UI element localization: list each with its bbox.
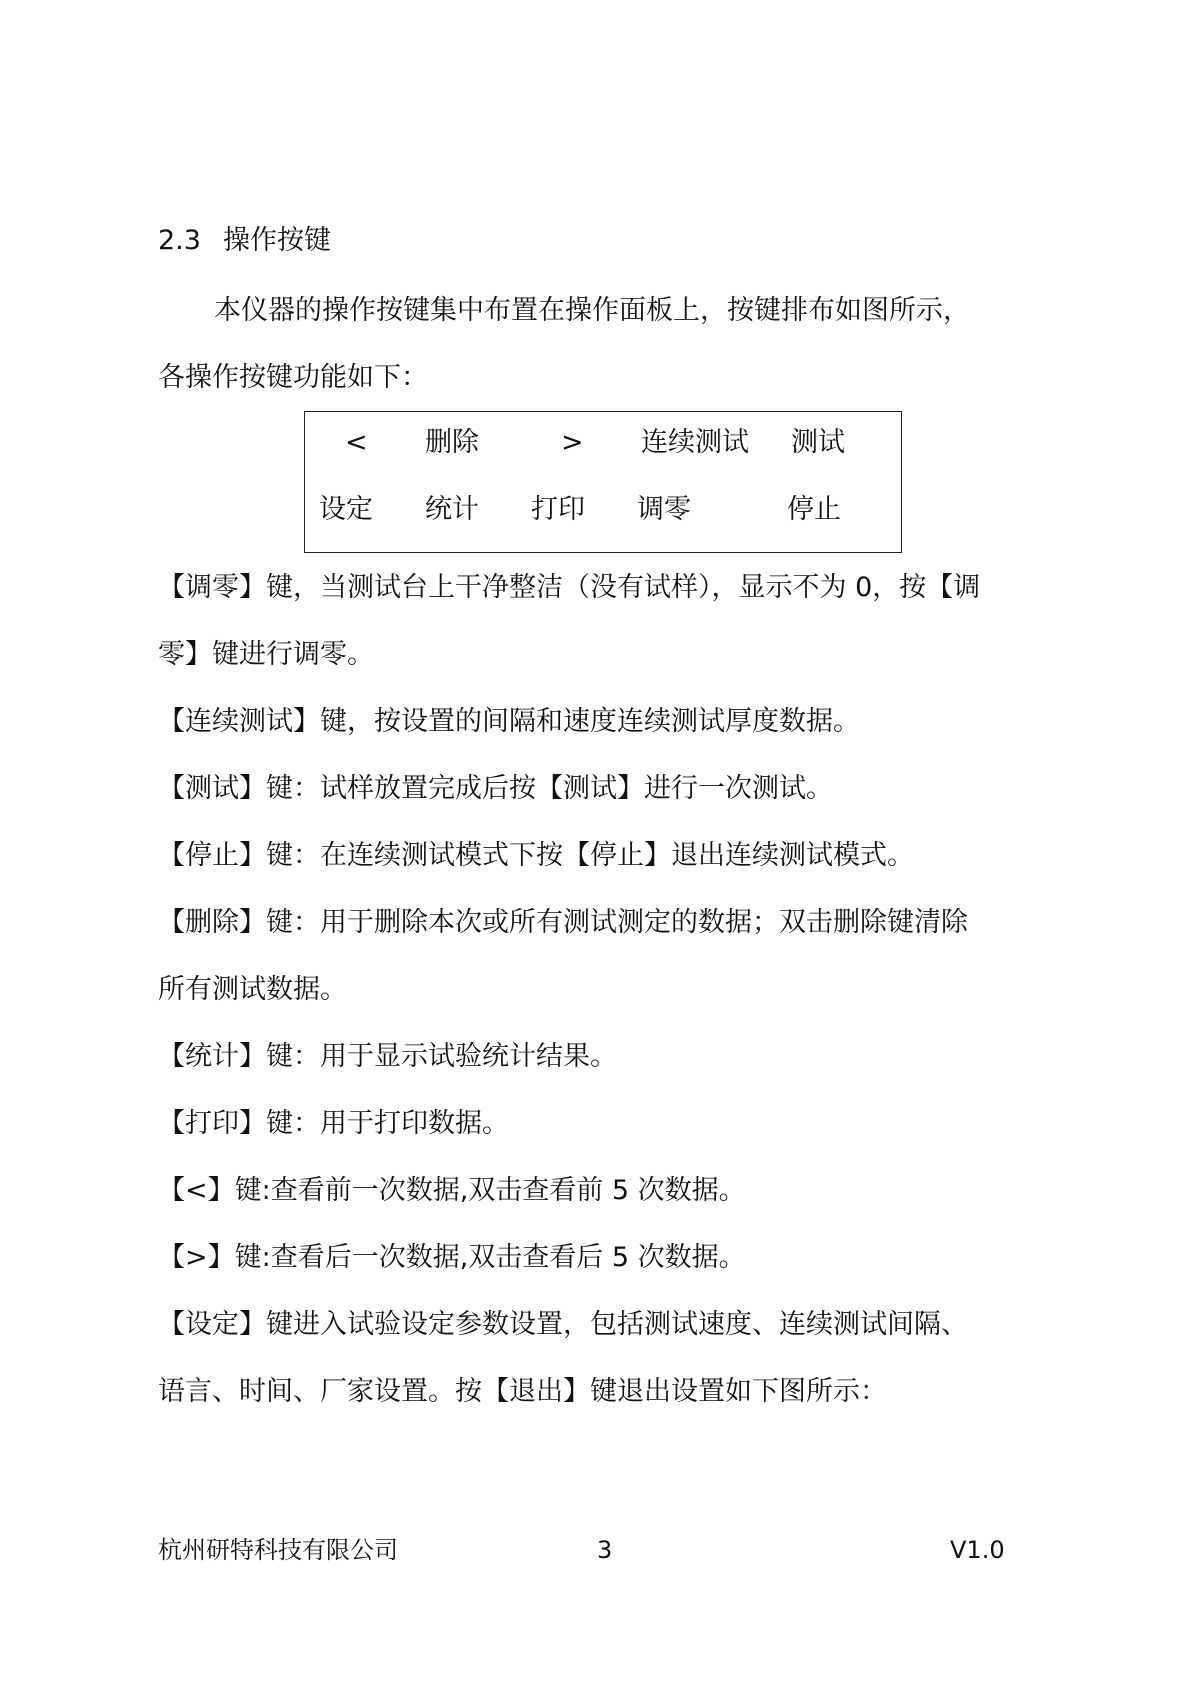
key-label-prev: < [345, 427, 368, 458]
footer-version: V1.0 [950, 1536, 1005, 1564]
section-heading [158, 223, 331, 259]
key-label-delete: 删除 [425, 427, 479, 458]
key-label-continuous-test: 连续测试 [641, 427, 749, 458]
key-label-test: 测试 [791, 427, 845, 458]
key-label-zero: 调零 [637, 494, 691, 525]
key-label-statistics: 统计 [425, 494, 479, 525]
description-line-4: 【测试】键：试样放置完成后按【测试】进行一次测试。 [158, 773, 833, 804]
section-title: 操作按键 [222, 225, 331, 256]
description-line-1: 【调零】键，当测试台上干净整洁（没有试样），显示不为 0，按【调 [158, 572, 981, 603]
section-number: 2.3 [158, 225, 201, 256]
description-line-13: 语言、时间、厂家设置。按【退出】键退出设置如下图所示： [158, 1376, 887, 1407]
footer-page-number: 3 [597, 1536, 613, 1564]
description-line-10: 【<】键:查看前一次数据,双击查看前 5 次数据。 [158, 1175, 746, 1206]
intro-paragraph-line-2: 各操作按键功能如下： [158, 362, 428, 393]
footer-company-name: 杭州研特科技有限公司 [158, 1536, 398, 1564]
description-line-6: 【删除】键：用于删除本次或所有测试测定的数据；双击删除键清除 [158, 907, 968, 938]
key-label-stop: 停止 [787, 494, 841, 525]
key-label-next: > [561, 427, 584, 458]
description-line-2: 零】键进行调零。 [158, 639, 374, 670]
description-line-5: 【停止】键：在连续测试模式下按【停止】退出连续测试模式。 [158, 840, 914, 871]
description-line-7: 所有测试数据。 [158, 974, 347, 1005]
description-line-12: 【设定】键进入试验设定参数设置，包括测试速度、连续测试间隔、 [158, 1309, 968, 1340]
key-label-settings: 设定 [319, 494, 373, 525]
description-line-9: 【打印】键：用于打印数据。 [158, 1108, 509, 1139]
key-layout-diagram [304, 411, 902, 553]
description-line-11: 【>】键:查看后一次数据,双击查看后 5 次数据。 [158, 1242, 746, 1273]
key-label-print: 打印 [531, 494, 585, 525]
intro-paragraph-line-1: 本仪器的操作按键集中布置在操作面板上，按键排布如图所示， [214, 295, 970, 326]
description-line-3: 【连续测试】键，按设置的间隔和速度连续测试厚度数据。 [158, 706, 860, 737]
description-line-8: 【统计】键：用于显示试验统计结果。 [158, 1041, 617, 1072]
